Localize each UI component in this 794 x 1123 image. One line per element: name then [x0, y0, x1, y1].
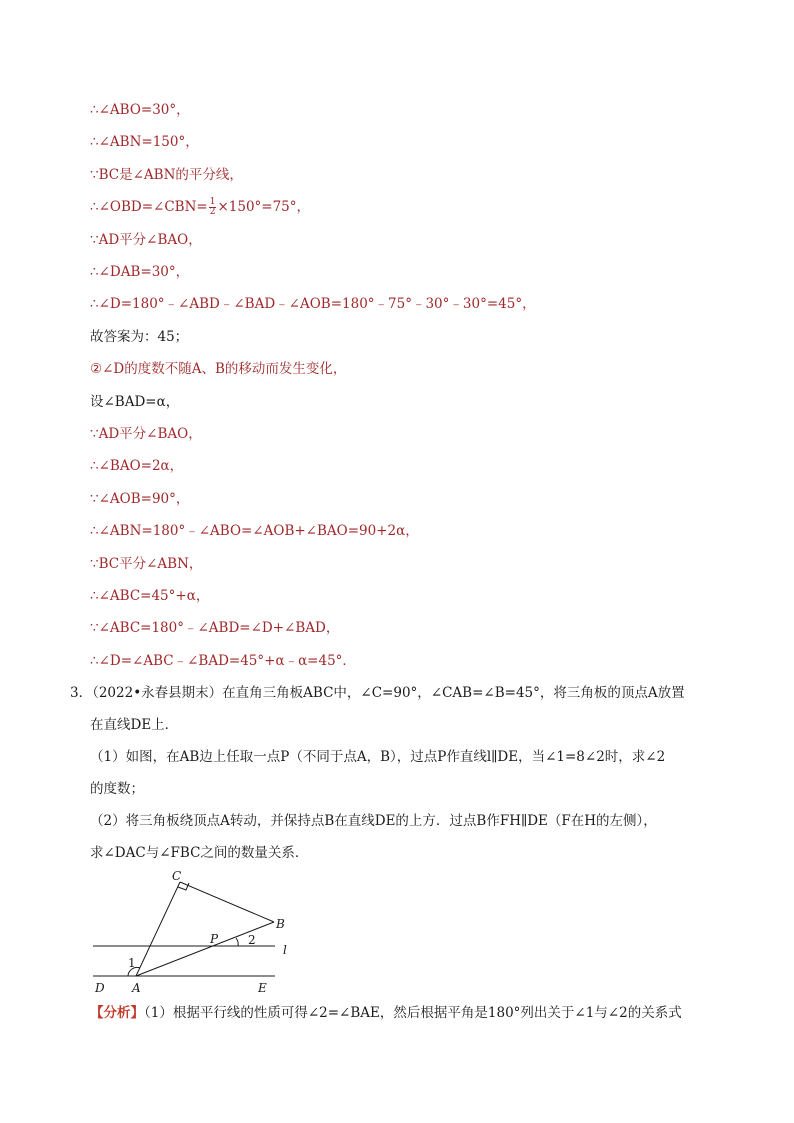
- label-angle-1: 1: [128, 956, 136, 970]
- label-l: l: [283, 943, 287, 957]
- label-a: A: [132, 981, 141, 995]
- label-e: E: [258, 981, 267, 995]
- segment-ab: [136, 922, 274, 976]
- label-c: C: [172, 869, 182, 883]
- part1-line2: 的度数；: [90, 781, 144, 797]
- right-angle-marker: [178, 883, 189, 890]
- solution-line: ∴∠ABO=30°，: [90, 102, 190, 118]
- part2-line1: （2）将三角板绕顶点A转动，并保持点B在直线DE的上方．过点B作FH∥DE（F在H的左侧），: [90, 813, 657, 829]
- part2-line2: 求∠DAC与∠FBC之间的数量关系．: [90, 845, 309, 861]
- angle-2-arc: [236, 938, 238, 946]
- problem-statement-line2: 在直线DE上．: [90, 717, 179, 733]
- analysis-tag: 【分析】: [90, 1005, 144, 1021]
- label-d: D: [95, 981, 105, 995]
- solution-line: 设∠BAD=α，: [90, 393, 180, 410]
- label-angle-2: 2: [248, 933, 256, 947]
- geometry-figure: [90, 868, 310, 1002]
- solution-line: ∴∠D=180°﹣∠ABD﹣∠BAD﹣∠AOB=180°﹣75°﹣30°﹣30°=45°，: [90, 296, 536, 313]
- solution-line: ∴∠ABN=180°﹣∠ABO=∠AOB+∠BAO=90+2α，: [90, 523, 419, 540]
- label-b: B: [276, 917, 285, 931]
- solution-line-fraction: ∴∠OBD=∠CBN= $\frac{1}{2}$ ×150°=75°，: [90, 197, 311, 218]
- solution-line: ∴∠ABC=45°+α，: [90, 588, 210, 604]
- fraction-half: $\frac{1}{2}$: [209, 197, 216, 218]
- segment-cb: [180, 882, 274, 922]
- label-p: P: [210, 932, 219, 946]
- solution-line: ∵∠ABC=180°﹣∠ABD=∠D+∠BAD，: [90, 620, 340, 637]
- solution-line: 故答案为：45；: [90, 328, 189, 345]
- solution-line: ∵BC是∠ABN的平分线，: [90, 166, 243, 183]
- solution-line: ∵AD平分∠BAO，: [90, 231, 202, 248]
- solution-line: ∴∠BAO=2α，: [90, 458, 184, 475]
- solution-line: ∴∠DAB=30°，: [90, 264, 190, 280]
- solution-line: ∵AD平分∠BAO，: [90, 426, 202, 442]
- part1-line1: （1）如图，在AB边上任取一点P（不同于点A，B），过点P作直线l∥DE，当∠1=8∠2时，求∠2: [90, 749, 666, 765]
- solution-line: ∵∠AOB=90°，: [90, 490, 190, 507]
- solution-line: ②∠D的度数不随A、B的移动而发生变化，: [90, 361, 347, 378]
- problem-statement-line1: 3．（2022•永春县期末）在直角三角板ABC中，∠C=90°，∠CAB=∠B=45°，将三角板的顶点A放置: [70, 685, 685, 701]
- solution-line: ∴∠ABN=150°，: [90, 134, 199, 151]
- solution-line: ∴∠D=∠ABC﹣∠BAD=45°+α﹣α=45°．: [90, 652, 356, 669]
- analysis-text: （1）根据平行线的性质可得∠2=∠BAE，然后根据平角是180°列出关于∠1与∠2的关系式: [144, 1005, 682, 1021]
- solution-line: ∵BC平分∠ABN，: [90, 555, 203, 572]
- analysis-line: [90, 1003, 682, 1023]
